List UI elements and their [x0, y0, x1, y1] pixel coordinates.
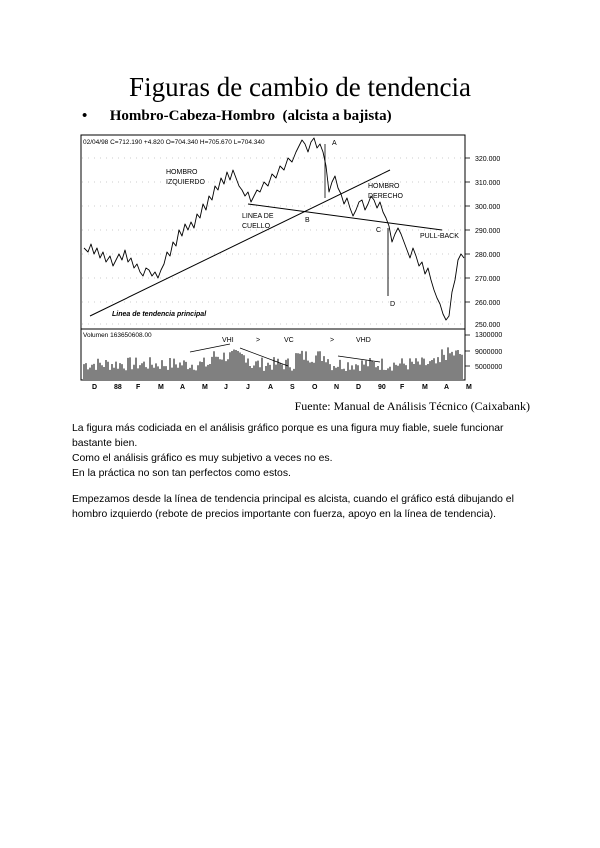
month-label: S — [290, 384, 295, 390]
paragraph-1 — [72, 421, 532, 481]
pattern-heading — [82, 108, 392, 125]
chart-header: 02/04/98 C=712.190 +4.820 O=704.340 H=705.670 L=704.340 — [83, 139, 265, 146]
price-panel — [81, 135, 465, 329]
vhi-label: VHI — [222, 337, 234, 344]
figure-source: Fuente: Manual de Análisis Técnico (Caixabank) — [294, 399, 530, 413]
paragraph-line: En la práctica no son tan perfectos como estos. — [72, 468, 291, 479]
point-b: B — [305, 217, 310, 224]
month-label: A — [444, 384, 450, 390]
arrow-label: > — [330, 337, 335, 344]
neckline-label: CUELLO — [242, 223, 271, 230]
month-label: J — [246, 384, 250, 390]
pullback-label: PULL-BACK — [420, 233, 459, 240]
right-shoulder-label: HOMBRO — [368, 183, 400, 190]
trend-label: Linea de tendencia principal — [112, 311, 207, 318]
paragraph-line: Empezamos desde la línea de tendencia principal es alcista, cuando el gráfico está dibujando el hombro izquierdo (rebote de precios importante con fuerza, apoyo en la línea de tendencia). — [72, 494, 514, 520]
price-tick: 310.000 — [475, 180, 501, 187]
price-tick: 320.000 — [475, 156, 501, 163]
point-d: D — [390, 301, 396, 308]
vc-label: VC — [284, 337, 294, 344]
volume-tick: 5000000 — [475, 364, 503, 371]
price-line — [84, 138, 464, 320]
month-label: O — [312, 384, 318, 390]
right-shoulder-label: DERECHO — [368, 193, 404, 200]
month-label: M — [202, 384, 208, 390]
volume-tick: 9000000 — [475, 349, 503, 356]
month-label: M — [466, 384, 472, 390]
volume-label: Volumen 163650608.00 — [83, 332, 152, 339]
month-label: 90 — [378, 384, 386, 390]
paragraph-line: La figura más codiciada en el análisis gráfico porque es una figura muy fiable, suele funcionar bastante bien. — [72, 423, 504, 449]
vhd-label: VHD — [356, 337, 371, 344]
trend-line — [90, 170, 390, 316]
point-c: C — [376, 227, 382, 234]
month-label: A — [180, 384, 186, 390]
neckline-label: LINEA DE — [242, 213, 274, 220]
price-tick: 260.000 — [475, 300, 501, 307]
month-label: F — [136, 384, 141, 390]
volume-tick: 1300000 — [475, 332, 503, 339]
grid — [82, 158, 464, 324]
month-label: J — [224, 384, 228, 390]
month-label: N — [334, 384, 340, 390]
price-tick: 270.000 — [475, 276, 501, 283]
pattern-name: Hombro-Cabeza-Hombro — [109, 108, 276, 124]
month-label: F — [400, 384, 405, 390]
paragraph-2 — [72, 492, 532, 522]
price-tick: 290.000 — [475, 228, 501, 235]
price-tick: 250.000 — [475, 322, 501, 329]
bullet-dot: • — [82, 108, 88, 124]
month-label: D — [356, 384, 362, 390]
left-shoulder-label: IZQUIERDO — [166, 179, 205, 186]
price-tick: 280.000 — [475, 252, 501, 259]
left-shoulder-label: HOMBRO — [166, 169, 198, 176]
neckline — [248, 204, 442, 230]
arrow-label: > — [256, 337, 261, 344]
point-a: A — [332, 140, 337, 147]
month-label: M — [158, 384, 164, 390]
month-label: A — [268, 384, 274, 390]
month-label: D — [92, 384, 98, 390]
month-label: M — [422, 384, 428, 390]
price-tick: 300.000 — [475, 204, 501, 211]
head-shoulders-chart — [80, 130, 520, 390]
page-title: Figuras de cambio de tendencia — [129, 72, 471, 102]
month-label: 88 — [114, 384, 122, 390]
volume-bars — [84, 347, 462, 379]
pattern-note: (alcista a bajista) — [282, 108, 392, 124]
paragraph-line: Como el análisis gráfico es muy subjetivo a veces no es. — [72, 453, 333, 464]
